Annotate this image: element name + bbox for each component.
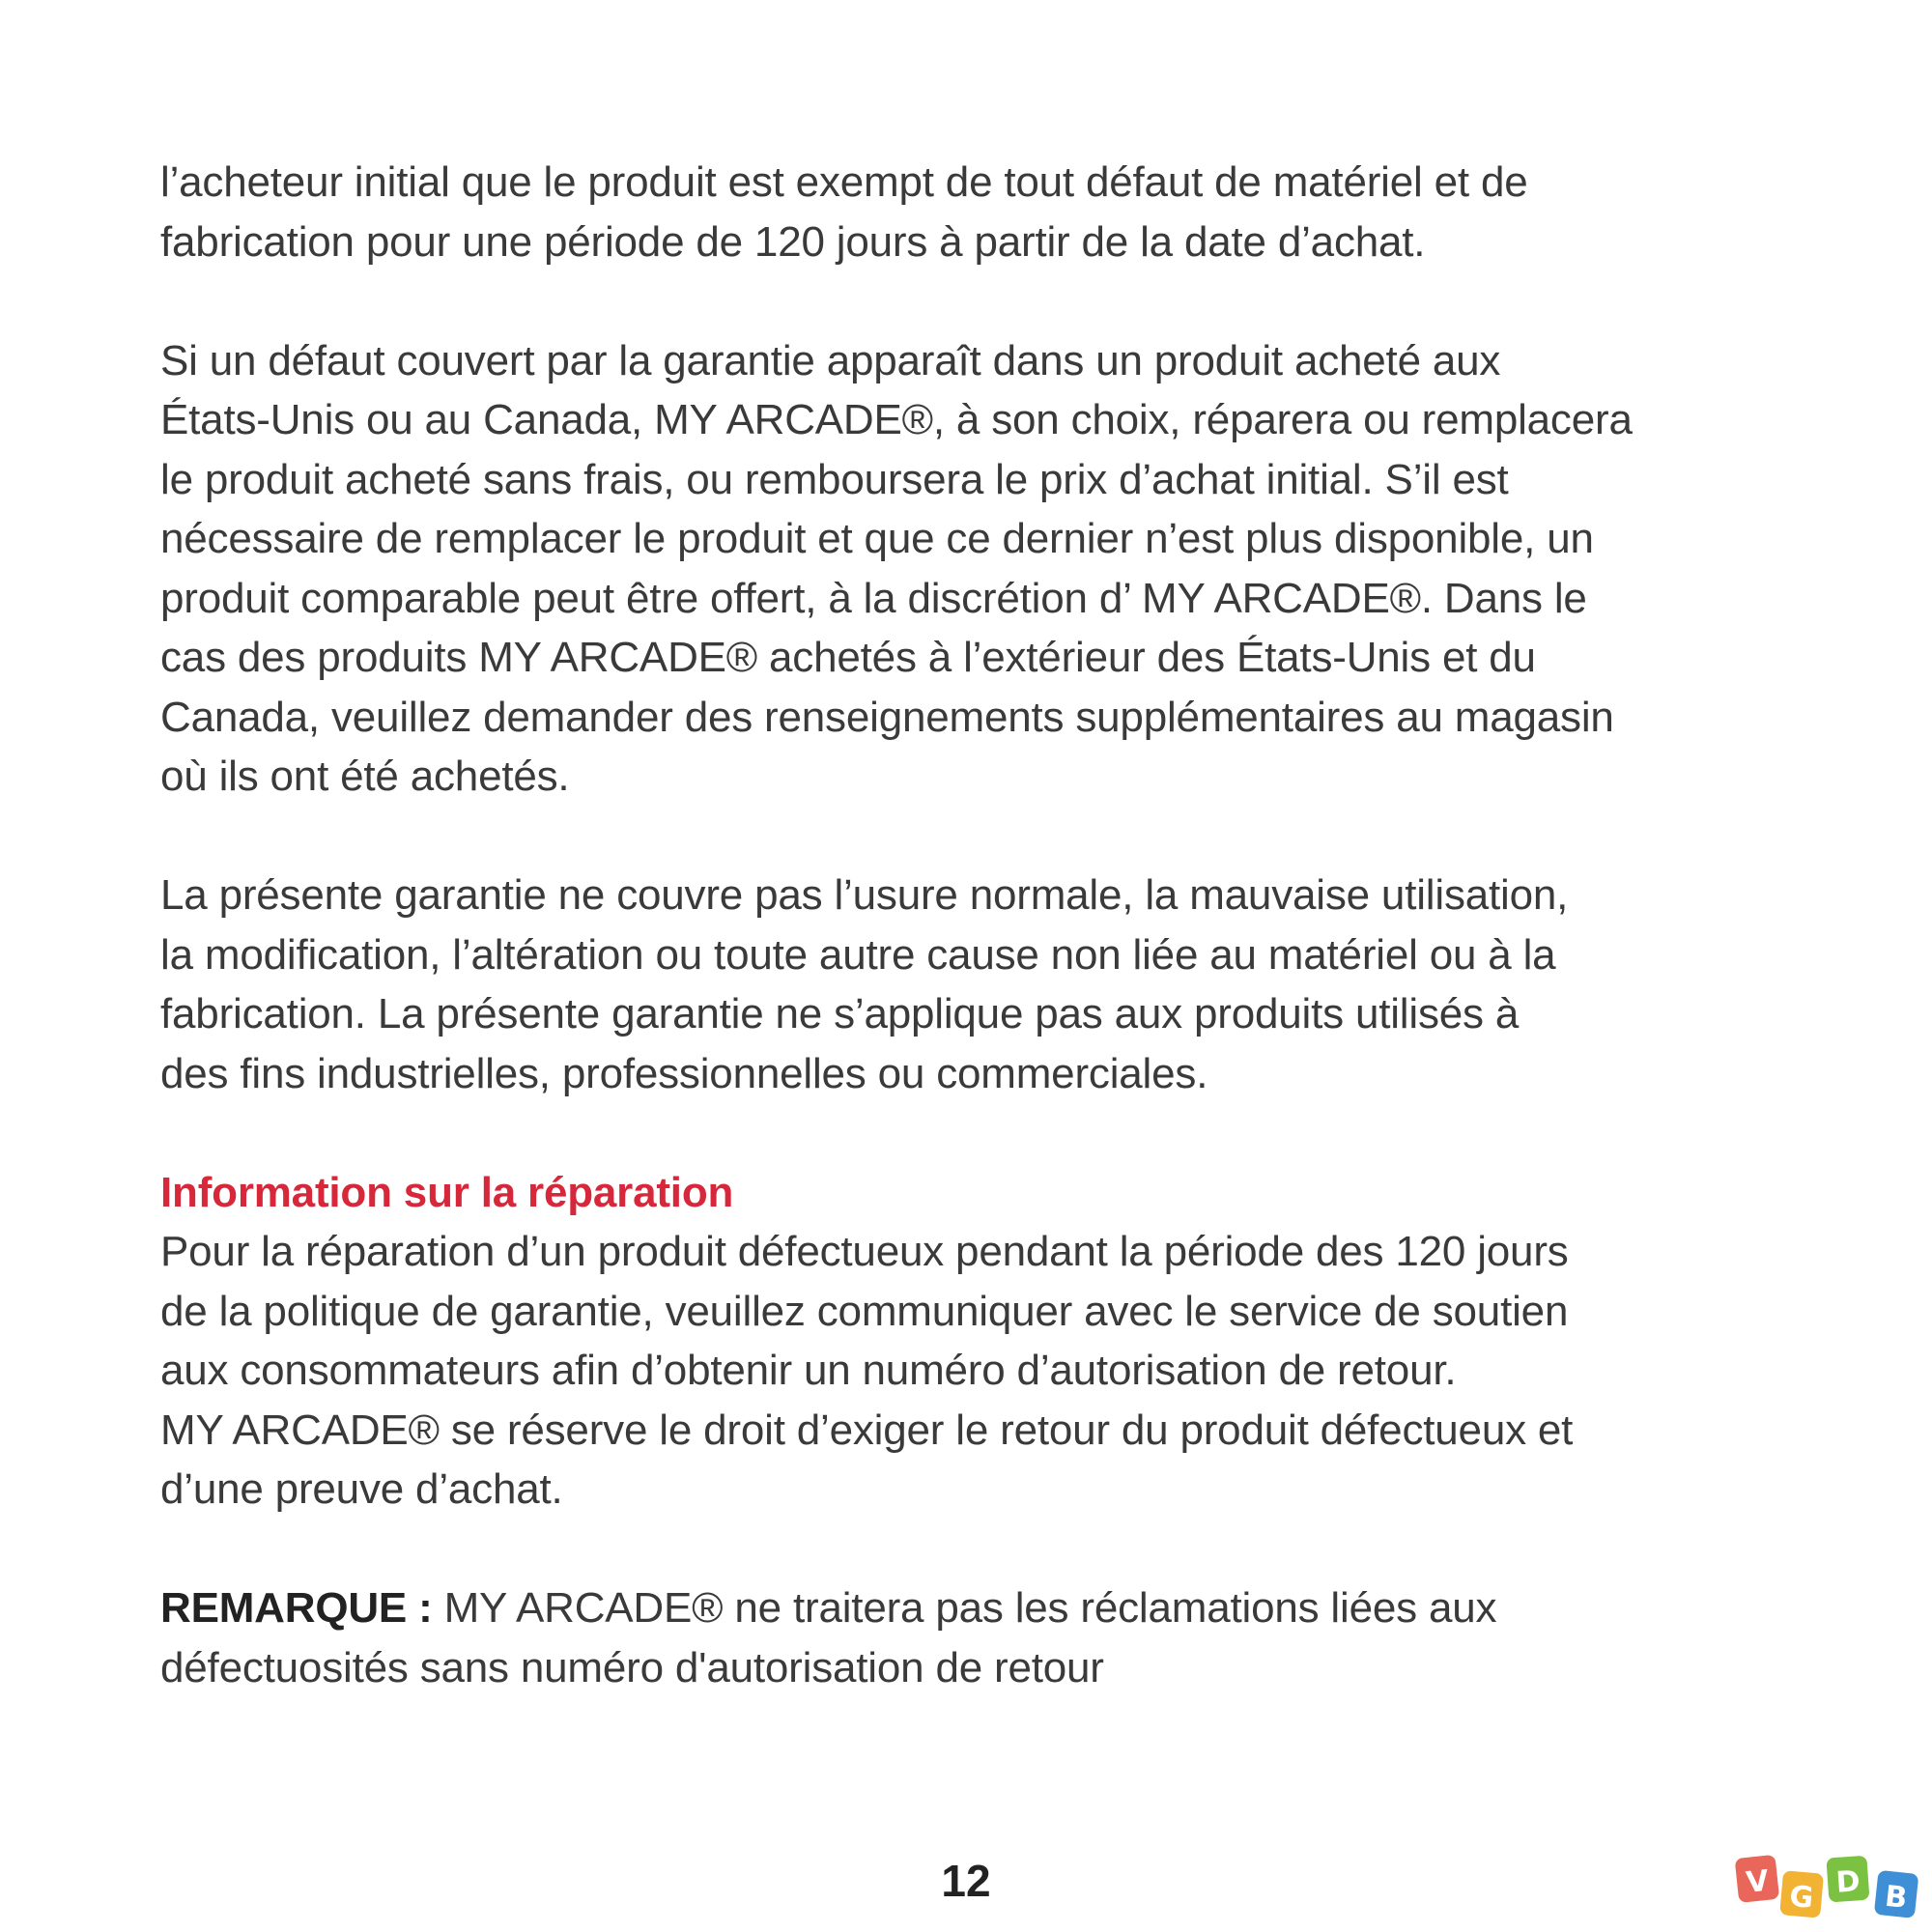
remark-paragraph: [160, 1578, 1803, 1697]
logo-tile-g: [1779, 1870, 1824, 1918]
text-line: d’une preuve d’achat.: [160, 1465, 563, 1513]
section-heading: Information sur la réparation: [160, 1168, 734, 1216]
text-line: Canada, veuillez demander des renseignements supplémentaires au magasin: [160, 693, 1614, 741]
logo-letter: V: [1744, 1863, 1771, 1900]
text-line: Si un défaut couvert par la garantie apparaît dans un produit acheté aux: [160, 336, 1501, 384]
text-line: Pour la réparation d’un produit défectueux pendant la période des 120 jours: [160, 1228, 1569, 1275]
text-line: l’acheteur initial que le produit est exempt de tout défaut de matériel et de: [160, 158, 1528, 206]
warranty-exclusions-paragraph: [160, 866, 1803, 1103]
text-line: la modification, l’altération ou toute autre cause non liée au matériel ou à la: [160, 930, 1556, 979]
text-line: des fins industrielles, professionnelles ou commerciales.: [160, 1049, 1208, 1097]
vgdb-watermark-logo: [1733, 1851, 1926, 1926]
text-line: de la politique de garantie, veuillez communiquer avec le service de soutien: [160, 1287, 1569, 1335]
logo-tile-d: [1826, 1856, 1869, 1903]
logo-letter: G: [1787, 1879, 1815, 1916]
logo-tile-b: [1874, 1870, 1919, 1918]
text-line: le produit acheté sans frais, ou remboursera le prix d’achat initial. S’il est: [160, 455, 1509, 503]
text-line: États-Unis ou au Canada, MY ARCADE®, à son choix, réparera ou remplacera: [160, 396, 1633, 443]
text-line: MY ARCADE® se réserve le droit d’exiger le retour du produit défectueux et: [160, 1406, 1574, 1454]
repair-info-section: [160, 1163, 1803, 1520]
logo-letter: B: [1883, 1879, 1909, 1916]
page-number: 12: [941, 1856, 991, 1906]
text-line: cas des produits MY ARCADE® achetés à l’extérieur des États-Unis et du: [160, 634, 1536, 681]
document-body: [160, 153, 1803, 1757]
text-line: où ils ont été achetés.: [160, 753, 570, 800]
text-line: fabrication pour une période de 120 jours à partir de la date d’achat.: [160, 217, 1426, 266]
text-line: [160, 1578, 1803, 1638]
remark-label: REMARQUE :: [160, 1584, 433, 1632]
warranty-coverage-paragraph: [160, 331, 1803, 807]
logo-tile-v: [1735, 1855, 1780, 1903]
text-line: défectuosités sans numéro d'autorisation de retour: [160, 1643, 1104, 1691]
logo-letter: D: [1834, 1864, 1861, 1900]
text-line: La présente garantie ne couvre pas l’usure normale, la mauvaise utilisation,: [160, 871, 1569, 919]
text-line: produit comparable peut être offert, à la discrétion d’ MY ARCADE®. Dans le: [160, 574, 1587, 622]
text-line: nécessaire de remplacer le produit et que ce dernier n’est plus disponible, un: [160, 515, 1594, 562]
remark-text: MY ARCADE® ne traitera pas les réclamations liées aux: [432, 1584, 1497, 1632]
text-line: fabrication. La présente garantie ne s’applique pas aux produits utilisés à: [160, 990, 1520, 1037]
warranty-intro-paragraph: [160, 153, 1803, 271]
text-line: aux consommateurs afin d’obtenir un numéro d’autorisation de retour.: [160, 1347, 1457, 1394]
